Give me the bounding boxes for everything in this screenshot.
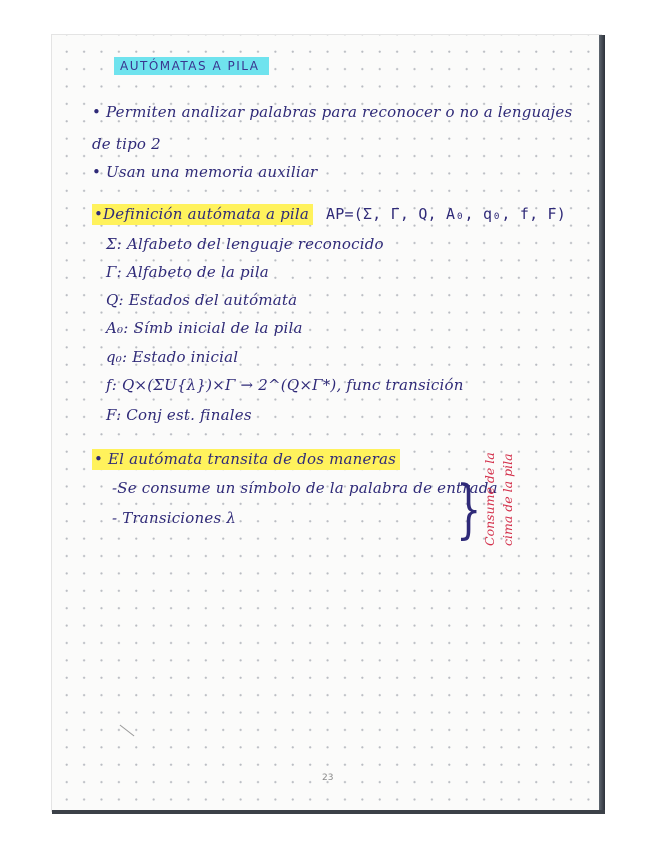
definition-item-sigma: Σ: Alfabeto del lenguaje reconocido [106,235,384,253]
side-note-line-1: Consume de la [482,452,497,546]
transition-item-lambda: - Transiciones λ [112,509,237,527]
side-note-line-2: cima de la pila [500,453,515,546]
bullet-line-2: de tipo 2 [92,135,161,153]
definition-heading [92,205,566,223]
stray-pencil-mark [120,725,135,737]
side-note [476,430,536,550]
transition-heading [92,450,400,468]
definition-item-a0: A₀: Símb inicial de la pila [106,319,303,337]
notebook-bottom-edge [52,810,605,814]
notebook-page [52,35,601,811]
notebook-spine [599,35,605,811]
definition-label: •Definición autómata a pila [92,204,313,225]
definition-formula: AP=(Σ, Γ, Q, A₀, q₀, f, F) [326,205,567,223]
bullet-line-1: • Permiten analizar palabras para reconocer o no a lenguajes [92,103,573,121]
transition-heading-text: • El autómata transita de dos maneras [92,449,400,470]
definition-item-q: Q: Estados del autómata [106,291,298,309]
definition-item-gamma: Γ: Alfabeto de la pila [106,263,269,281]
definition-item-q0: q₀: Estado inicial [106,348,239,366]
definition-item-final-states: F: Conj est. finales [106,406,252,424]
bullet-line-3: • Usan una memoria auxiliar [92,163,318,181]
brace-mark: } [456,473,482,547]
page-number: 23 [322,773,334,783]
page-title: AUTÓMATAS A PILA [114,57,269,75]
definition-item-f: f: Q×(ΣU{λ})×Γ → 2^(Q×Γ*), func transición [106,376,464,394]
transition-item-consume: -Se consume un símbolo de la palabra de entrada [112,479,498,497]
